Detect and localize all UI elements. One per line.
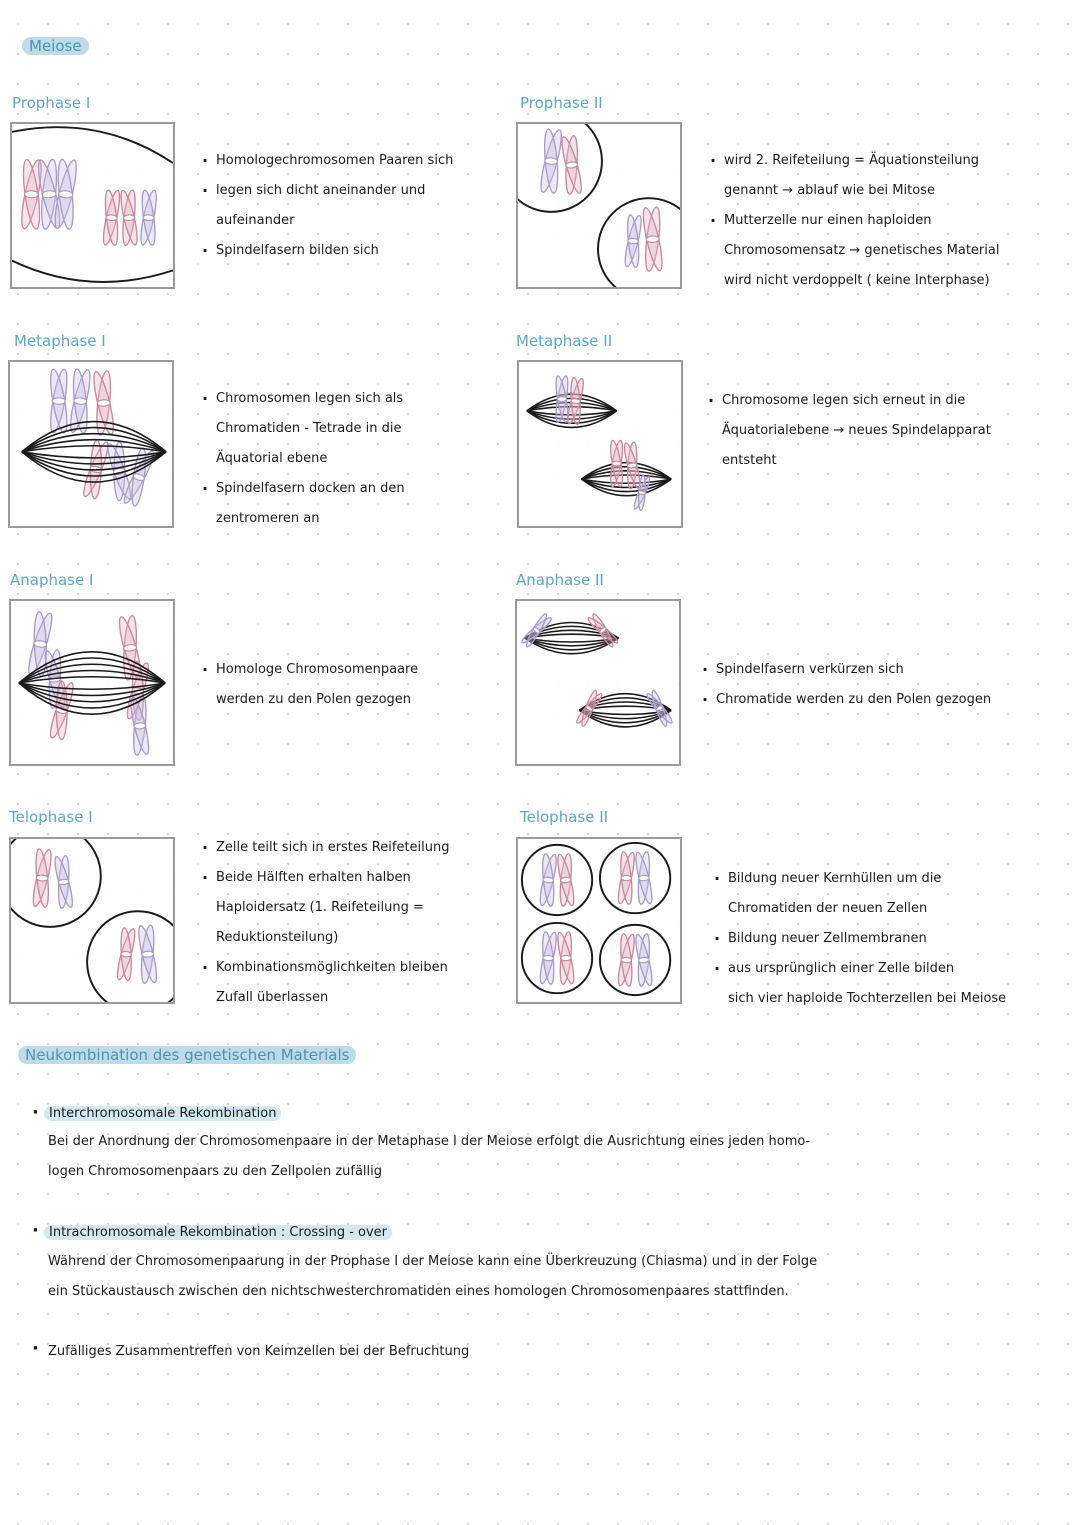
telophase-2-notes — [714, 864, 1006, 1014]
note-line: · Beide Hälften erhalten halben — [202, 863, 450, 893]
centromere — [627, 463, 637, 469]
centromere — [543, 955, 554, 961]
phase-illustration — [12, 124, 173, 287]
phase-title-telophase-1: Telophase I — [9, 808, 93, 826]
phase-illustration — [518, 839, 680, 1002]
cell-membrane — [522, 845, 592, 915]
recombination-heading: Neukombination des genetischen Materials — [18, 1046, 356, 1064]
chromosome — [633, 933, 655, 988]
note-line: aufeinander — [216, 213, 295, 228]
bullet-dot: · — [32, 1220, 39, 1241]
centromere — [24, 191, 38, 199]
phase-illustration — [10, 362, 172, 526]
centromere — [621, 875, 632, 881]
centromere — [628, 238, 639, 244]
cell-membrane — [522, 923, 592, 993]
centromere — [638, 875, 649, 881]
prophase-2-notes — [710, 146, 999, 296]
phase-illustration — [11, 601, 173, 764]
chromosome — [90, 370, 117, 437]
chromosome — [118, 189, 141, 246]
cell-membrane — [600, 925, 670, 995]
note-line: · wird 2. Reifeteilung = Äquationsteilung — [710, 146, 999, 176]
anaphase-2-notes — [702, 655, 991, 715]
chromosome — [47, 368, 70, 433]
chromosome — [585, 611, 620, 649]
chromosome — [537, 931, 559, 986]
note-line: · Chromosomen legen sich als — [202, 384, 405, 414]
bullet-dot: · — [32, 1102, 39, 1123]
note-line: Haploidersatz (1. Reifeteilung = — [216, 900, 424, 915]
centromere — [142, 951, 154, 958]
phase-title-metaphase-1: Metaphase I — [14, 332, 106, 350]
note-line: · Chromatide werden zu den Polen gezogen — [702, 685, 991, 715]
note-line: Zufall überlassen — [216, 990, 329, 1005]
phase-title-metaphase-2: Metaphase II — [516, 332, 613, 350]
centromere — [143, 215, 154, 221]
note-line: · Homologe Chromosomenpaare — [202, 655, 418, 685]
phase-title-prophase-2: Prophase II — [520, 94, 603, 112]
note-line: entsteht — [722, 453, 777, 468]
chromosome — [608, 440, 625, 488]
centromere — [123, 215, 134, 221]
note-line: · Kombinationsmöglichkeiten bleiben — [202, 953, 450, 983]
chromosome — [138, 189, 160, 246]
random-fertilization-text: Zufälliges Zusammentreffen von Keimzellen bei der Befruchtung — [48, 1344, 470, 1359]
centromere — [97, 399, 110, 406]
interchromosomal-title: Interchromosomale Rekombination — [44, 1106, 281, 1121]
note-line: Chromatiden - Tetrade in die — [216, 421, 402, 436]
chromosome — [615, 933, 637, 988]
note-line: werden zu den Polen gezogen — [216, 692, 412, 707]
note-line: · Spindelfasern verkürzen sich — [702, 655, 991, 685]
phase-title-anaphase-2: Anaphase II — [516, 571, 604, 589]
chromosome — [555, 931, 577, 986]
note-line: · Bildung neuer Zellmembranen — [714, 924, 1006, 954]
centromere — [638, 957, 649, 963]
note-line: · Bildung neuer Kernhüllen um die — [714, 864, 1006, 894]
phase-illustration — [519, 362, 681, 526]
prophase-2-diagram — [516, 122, 682, 289]
chromosome — [633, 851, 655, 906]
telophase-1-diagram — [9, 837, 175, 1004]
note-line: · aus ursprünglich einer Zelle bilden — [714, 954, 1006, 984]
page-title: Meiose — [22, 37, 89, 55]
note-line: · Homologechromosomen Paaren sich — [202, 146, 453, 176]
centromere — [58, 190, 73, 198]
chromosome — [537, 853, 559, 908]
centromere — [58, 879, 69, 885]
cell-membrane — [600, 843, 670, 913]
intrachromosomal-line-1: Während der Chromosomenpaarung in der Prophase I der Meiose kann eine Überkreuzung (Chiasma) und in der Folge — [48, 1254, 818, 1269]
note-line: · legen sich dicht aneinander und — [202, 176, 453, 206]
chromosome — [622, 214, 644, 269]
chromosome — [135, 924, 160, 985]
note-line: Chromosomensatz → genetisches Material — [724, 243, 1000, 258]
chromosome — [100, 189, 123, 246]
chromosome — [558, 134, 585, 195]
note-line: zentromeren an — [216, 511, 320, 526]
phase-illustration — [518, 124, 680, 287]
telophase-1-notes — [202, 833, 450, 1013]
chromosome — [615, 851, 637, 906]
centromere — [134, 723, 146, 730]
cell-membrane — [598, 198, 680, 287]
metaphase-2-notes — [708, 386, 991, 476]
chromosome — [555, 853, 577, 908]
note-line: · Spindelfasern bilden sich — [202, 236, 453, 266]
note-line: · Zelle teilt sich in erstes Reifeteilung — [202, 833, 450, 863]
centromere — [42, 190, 57, 198]
phase-illustration — [517, 601, 679, 764]
cell-membrane — [11, 839, 101, 927]
intrachromosomal-line-2: ein Stückaustausch zwischen den nichtschwesterchromatiden eines homologen Chromosomenpaares stattfinden. — [48, 1284, 789, 1299]
note-line: Chromatiden der neuen Zellen — [728, 901, 928, 916]
note-line: Reduktionsteilung) — [216, 930, 339, 945]
phase-title-prophase-1: Prophase I — [12, 94, 91, 112]
centromere — [560, 955, 571, 961]
anaphase-1-diagram — [9, 599, 175, 766]
prophase-1-notes — [202, 146, 453, 266]
phase-title-anaphase-1: Anaphase I — [10, 571, 94, 589]
chromosome — [640, 206, 666, 273]
centromere — [106, 215, 117, 221]
chromosome — [52, 854, 76, 909]
phase-illustration — [11, 839, 173, 1002]
prophase-1-diagram — [10, 122, 175, 289]
bullet-dot: · — [32, 1338, 39, 1359]
note-line: · Spindelfasern docken an den — [202, 474, 405, 504]
centromere — [560, 877, 571, 883]
note-line: · Mutterzelle nur einen haploiden — [710, 206, 999, 236]
centromere — [571, 398, 581, 404]
chromosome — [114, 927, 138, 982]
chromosome — [30, 848, 55, 909]
note-line: sich vier haploide Tochterzellen bei Meiose — [728, 991, 1007, 1006]
interchromosomal-line-2: logen Chromosomenpaars zu den Zellpolen zufällig — [48, 1164, 383, 1179]
centromere — [543, 877, 554, 883]
metaphase-1-diagram — [8, 360, 174, 528]
note-line: Äquatorial ebene — [216, 451, 328, 466]
centromere — [121, 951, 132, 957]
interchromosomal-line-1: Bei der Anordnung der Chromosomenpaare in der Metaphase I der Meiose erfolgt die Ausrichtung eines jeden homo- — [48, 1134, 811, 1149]
centromere — [557, 397, 566, 402]
centromere — [74, 397, 87, 404]
nuclear-envelope — [12, 261, 173, 282]
centromere — [36, 875, 48, 882]
metaphase-2-diagram — [517, 360, 683, 528]
centromere — [612, 461, 621, 466]
centromere — [621, 957, 632, 963]
note-line: genannt → ablauf wie bei Mitose — [724, 183, 935, 198]
chromosome — [537, 127, 565, 194]
note-line: wird nicht verdoppelt ( keine Interphase) — [724, 273, 990, 288]
note-line: · Chromosome legen sich erneut in die — [708, 386, 991, 416]
centromere — [52, 398, 65, 404]
note-line: Äquatorialebene → neues Spindelapparat — [722, 423, 991, 438]
telophase-2-diagram — [516, 837, 682, 1004]
centromere — [646, 236, 659, 243]
phase-title-telophase-2: Telophase II — [520, 808, 609, 826]
nuclear-envelope — [12, 127, 173, 163]
metaphase-1-notes — [202, 384, 405, 534]
anaphase-2-diagram — [515, 599, 681, 766]
intrachromosomal-title: Intrachromosomale Rekombination : Crossing - over — [44, 1225, 392, 1240]
anaphase-1-notes — [202, 655, 418, 715]
